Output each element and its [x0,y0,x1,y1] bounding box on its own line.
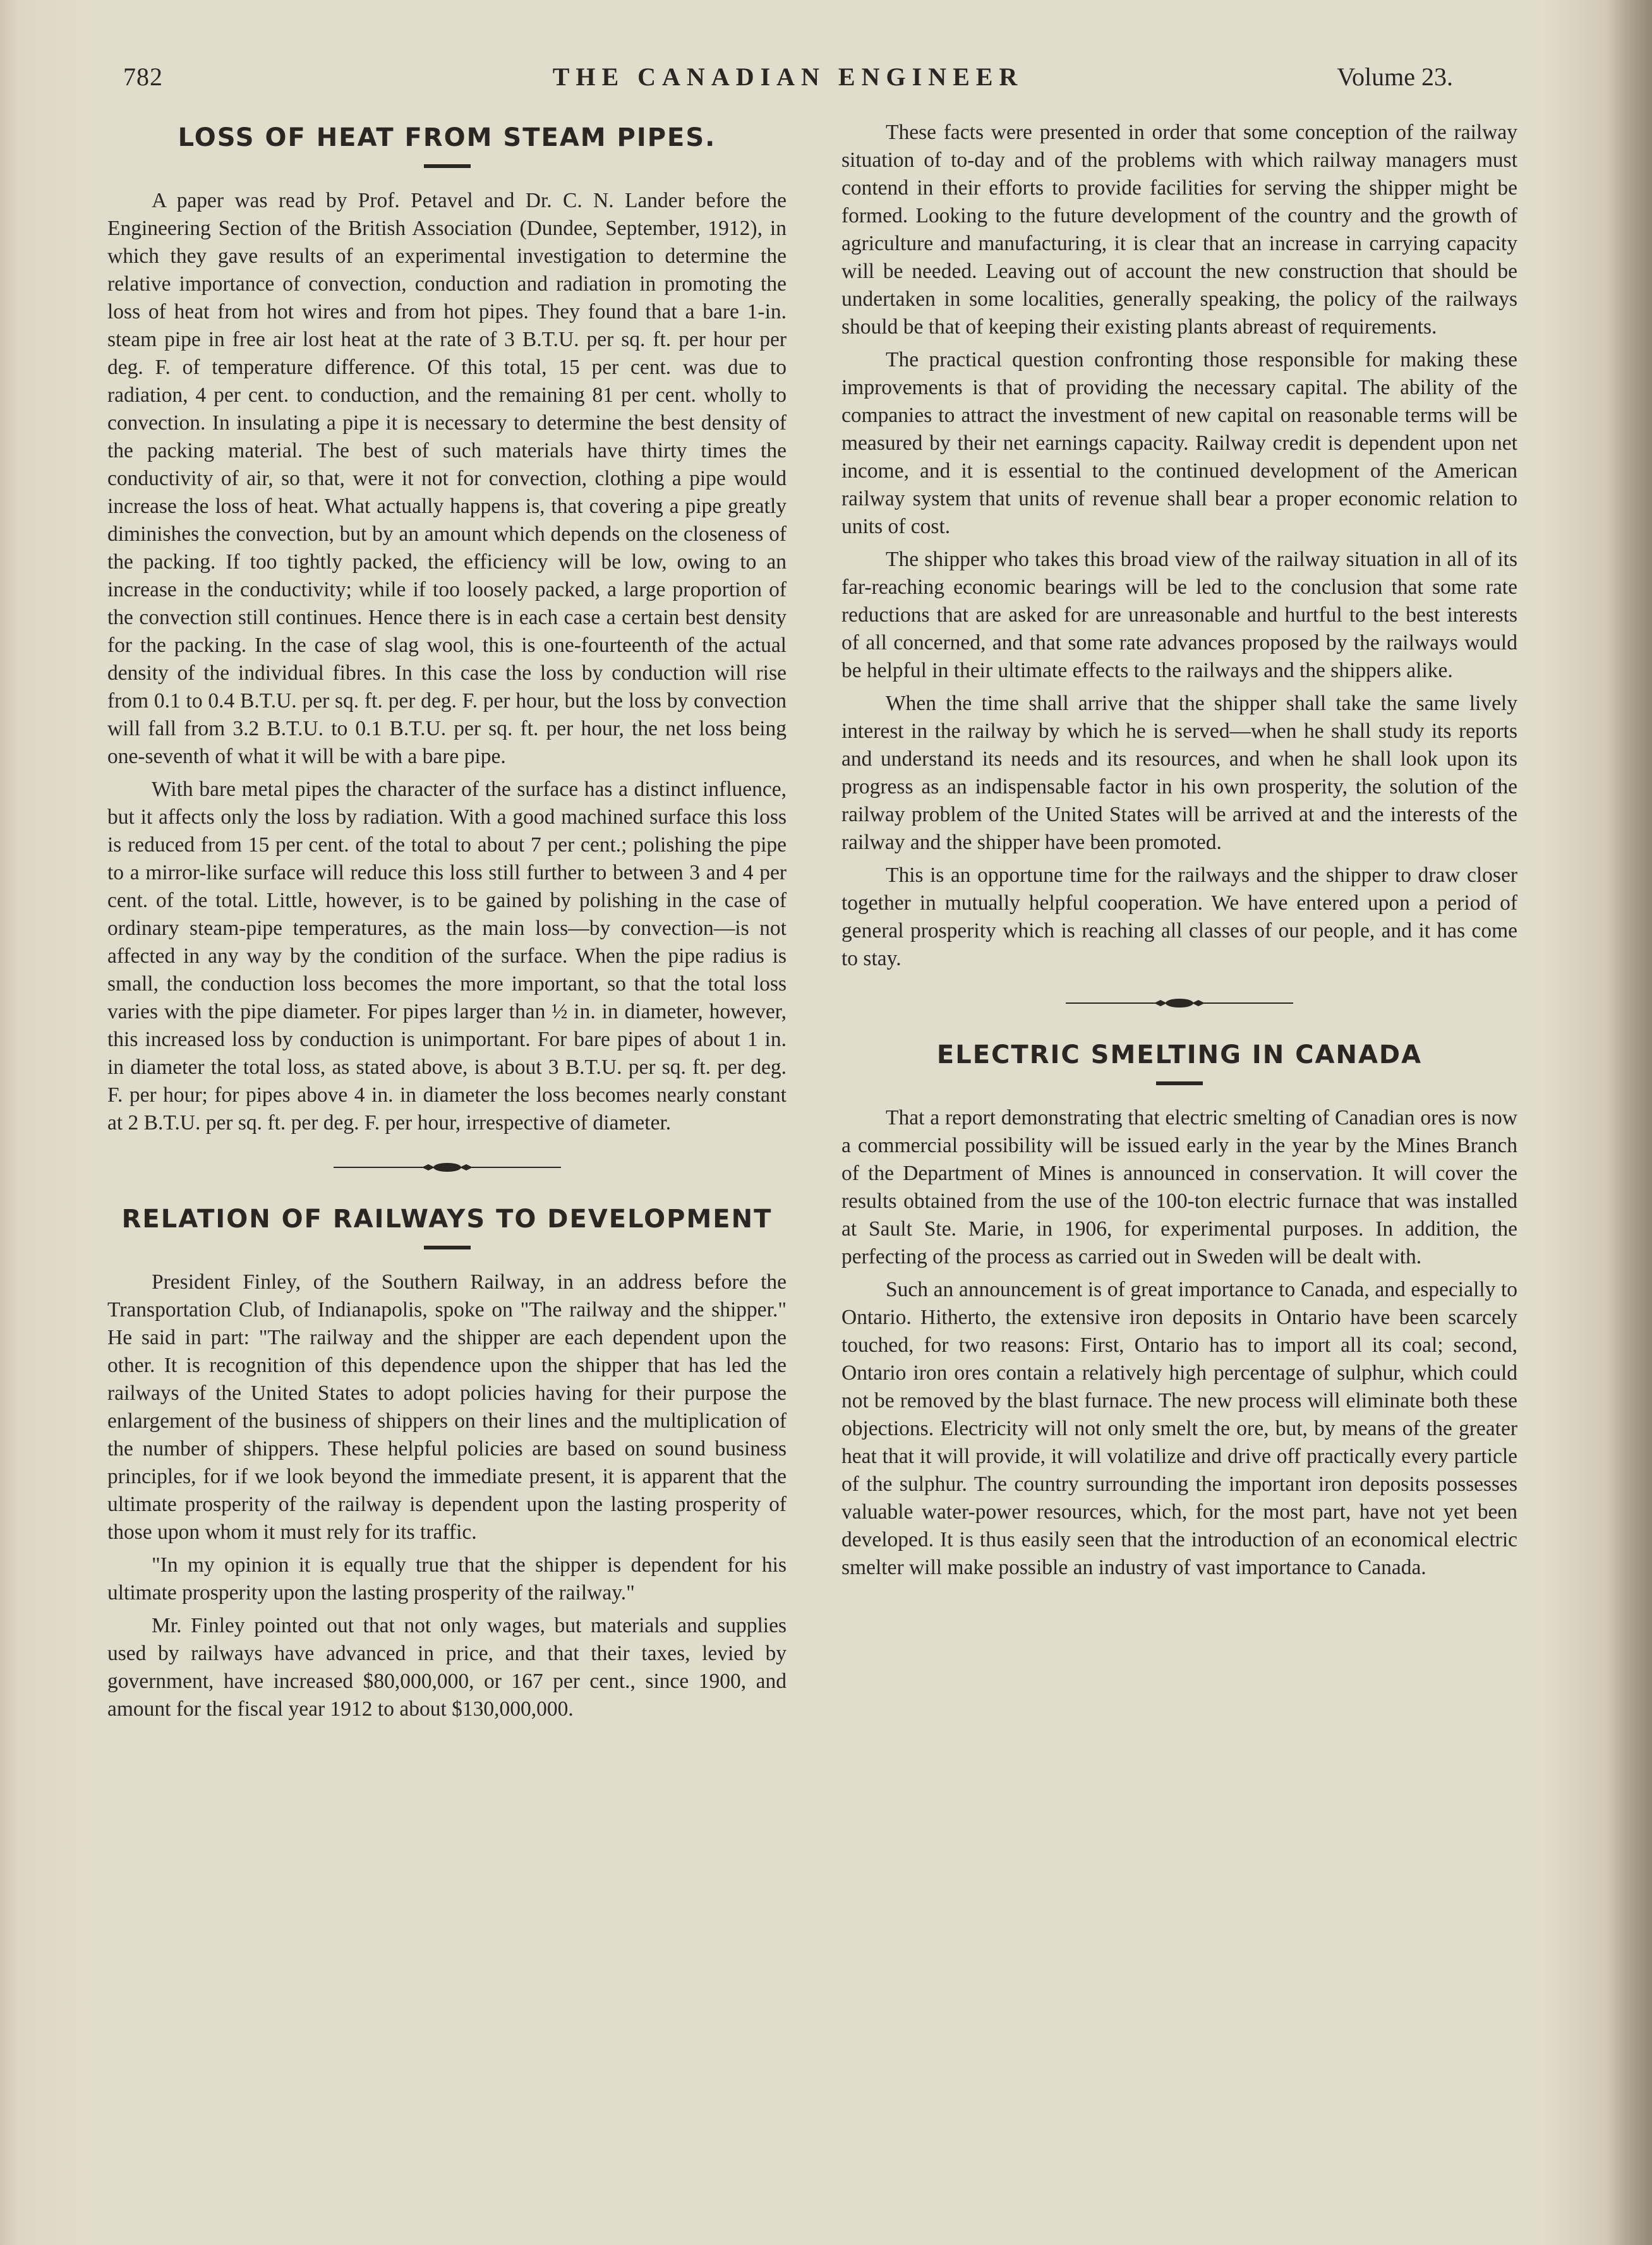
title-rule [1156,1081,1203,1085]
title-rule [424,1246,471,1249]
paragraph: President Finley, of the Southern Railway, in an address before the Transportation Club, of Indianapolis, spoke on "The railway and the shipper." He said in part: "The railway and the shipper are each dependent upon the other. It is recognition of this dependence upon the shipper that has led the railways of the United States to adopt policies having for their purpose the enlargement of the business of shippers on their lines and the multiplication of the number of shippers. These helpful policies are based on sound business principles, for if we look beyond the immediate present, it is apparent that the ultimate prosperity of the railway is dependent upon the lasting prosperity of those upon whom it must rely for its traffic. [107,1270,787,1544]
paragraph: The practical question confronting those responsible for making these improvements is that of providing the necessary capital. The ability of the companies to attract the investment of new capital on reasonable terms will be measured by their net earnings capacity. Railway credit is dependent upon net income, and it is essential to the continued development of the American railway system that units of revenue shall bear a proper economic relation to units of cost. [841,348,1517,538]
paragraph: These facts were presented in order that some conception of the railway situation of to-day and of the problems with which railway managers must contend in their efforts to provide facilities for serving the shipper might be formed. Looking to the future development of the country and the growth of agriculture and manufacturing, it is clear that an increase in carrying capacity will be needed. Leaving out of account the new construction that should be undertaken in some localities, generally speaking, the policy of the railways should be that of keeping their existing plants abreast of requirements. [841,121,1517,339]
paragraph: With bare metal pipes the character of the surface has a distinct influence, but it affects only the loss by radiation. With a good machined surface this loss is reduced from 15 per cent. of the total to about 7 per cent.; polishing the pipe to a mirror-like surface will reduce this loss still further to between 3 and 4 per cent. of the total. Little, however, is to be gained by polishing in the case of ordinary steam-pipe temperatures, as the main loss—by convection—is not affected in any way by the condition of the surface. When the pipe radius is small, the conduction loss becomes the more important, so that the total loss varies with the pipe diameter. For pipes larger than ½ in. in diameter, however, this increased loss by conduction is unimportant. For bare pipes of about 1 in. in diameter the total loss, as stated above, is about 3 B.T.U. per sq. ft. per deg. F. per hour; for pipes above 4 in. in diameter the loss becomes nearly constant at 2 B.T.U. per sq. ft. per deg. F. per hour, irrespective of diameter. [107,778,787,1135]
paragraph: When the time shall arrive that the shipper shall take the same lively interest in the railway by which he is served—when he shall study its reports and understand its needs and its resources, and when he shall look upon its progress as an indispensable factor in his own prosperity, the solution of the railway problem of the United States will be arrived at and the interests of the railway and the shipper have been promoted. [841,692,1517,854]
paragraph: "In my opinion it is equally true that the shipper is dependent for his ultimate prosperity upon the lasting prosperity of the railway." [107,1553,787,1604]
ornament-divider-icon [334,1161,561,1174]
paragraph: Such an announcement is of great importance to Canada, and especially to Ontario. Hitherto, the extensive iron deposits in Ontario have been scarcely touched, for two reasons: First, Ontario has to import all its coal; second, Ontario iron ores contain a relatively high percentage of sulphur, which could not be removed by the blast furnace. The new process will eliminate both these objections. Electricity will not only smelt the ore, but, by means of the greater heat that it will provide, it will volatilize and drive off practically every particle of the sulphur. The country surrounding the important iron deposits possesses valuable water-power resources, which, for the most part, have not yet been developed. It is thus easily seen that the introduction of an economical electric smelter will make possible an industry of vast importance to Canada. [841,1278,1517,1579]
journal-title: THE CANADIAN ENGINEER [552,63,1024,91]
title-rule [424,164,471,168]
paragraph: This is an opportune time for the railways and the shipper to draw closer together in mutually helpful cooperation. We have entered upon a period of general prosperity which is reaching all classes of our people, and it has come to stay. [841,864,1517,970]
running-header [123,62,1453,100]
right-column [841,119,1517,1587]
binding-gutter-shadow [1608,0,1652,2245]
article-title-relation-of-railways: RELATION OF RAILWAYS TO DEVELOPMENT [121,1205,773,1234]
article-title-electric-smelting: ELECTRIC SMELTING IN CANADA [936,1040,1423,1069]
paragraph: That a report demonstrating that electric smelting of Canadian ores is now a commercial possibility will be issued early in the year by the Mines Branch of the Department of Mines is announced in conservation. It will cover the results obtained from the use of the 100-ton electric furnace that was installed at Sault Ste. Marie, in 1906, for experimental purposes. In addition, the perfecting of the process as carried out in Sweden will be dealt with. [841,1106,1517,1268]
volume-label: Volume 23. [1337,63,1453,91]
article-title-loss-of-heat: LOSS OF HEAT FROM STEAM PIPES. [178,123,716,152]
paragraph: Mr. Finley pointed out that not only wages, but materials and supplies used by railways have advanced in price, and that their taxes, levied by government, have increased $80,000,000, or 167 per cent., since 1900, and amount for the fiscal year 1912 to about $130,000,000. [107,1614,787,1721]
ornament-divider-icon [1066,997,1293,1009]
paragraph: The shipper who takes this broad view of the railway situation in all of its far-reaching economic bearings will be led to the conclusion that some rate reductions that are asked for are unreasonable and hurtful to the best interests of all concerned, and that some rate advances proposed by the railways would be helpful in their ultimate effects to the railways and the shippers alike. [841,548,1517,682]
page-number: 782 [123,63,163,91]
left-column [107,120,787,1728]
paragraph: A paper was read by Prof. Petavel and Dr. C. N. Lander before the Engineering Section of the British Association (Dundee, September, 1912), in which they gave results of an experimental investigation to determine the relative importance of convection, conduction and radiation in promoting the loss of heat from hot wires and from hot pipes. They found that a bare 1-in. steam pipe in free air lost heat at the rate of 3 B.T.U. per sq. ft. per hour per deg. F. of temperature difference. Of this total, 15 per cent. was due to radiation, 4 per cent. to conduction, and the remaining 81 per cent. wholly to convection. In insulating a pipe it is necessary to determine the best density of the packing material. The best of such materials have thirty times the conductivity of air, so that, were it not for convection, clothing a pipe would increase the loss of heat. What actually happens is, that covering a pipe greatly diminishes the convection, but by an amount which depends on the closeness of the packing. If too tightly packed, the efficiency will be low, owing to an increase in the conductivity; while if too loosely packed, a large proportion of the convection still continues. Hence there is in each case a certain best density for the packing. In the case of slag wool, this is one-fourteenth of the actual density of the individual fibres. In this case the loss by conduction will rise from 0.1 to 0.4 B.T.U. per sq. ft. per deg. F. per hour, but the loss by convection will fall from 3.2 B.T.U. to 0.1 B.T.U. per sq. ft. per hour, the net loss being one-seventh of what it will be with a bare pipe. [107,189,787,768]
